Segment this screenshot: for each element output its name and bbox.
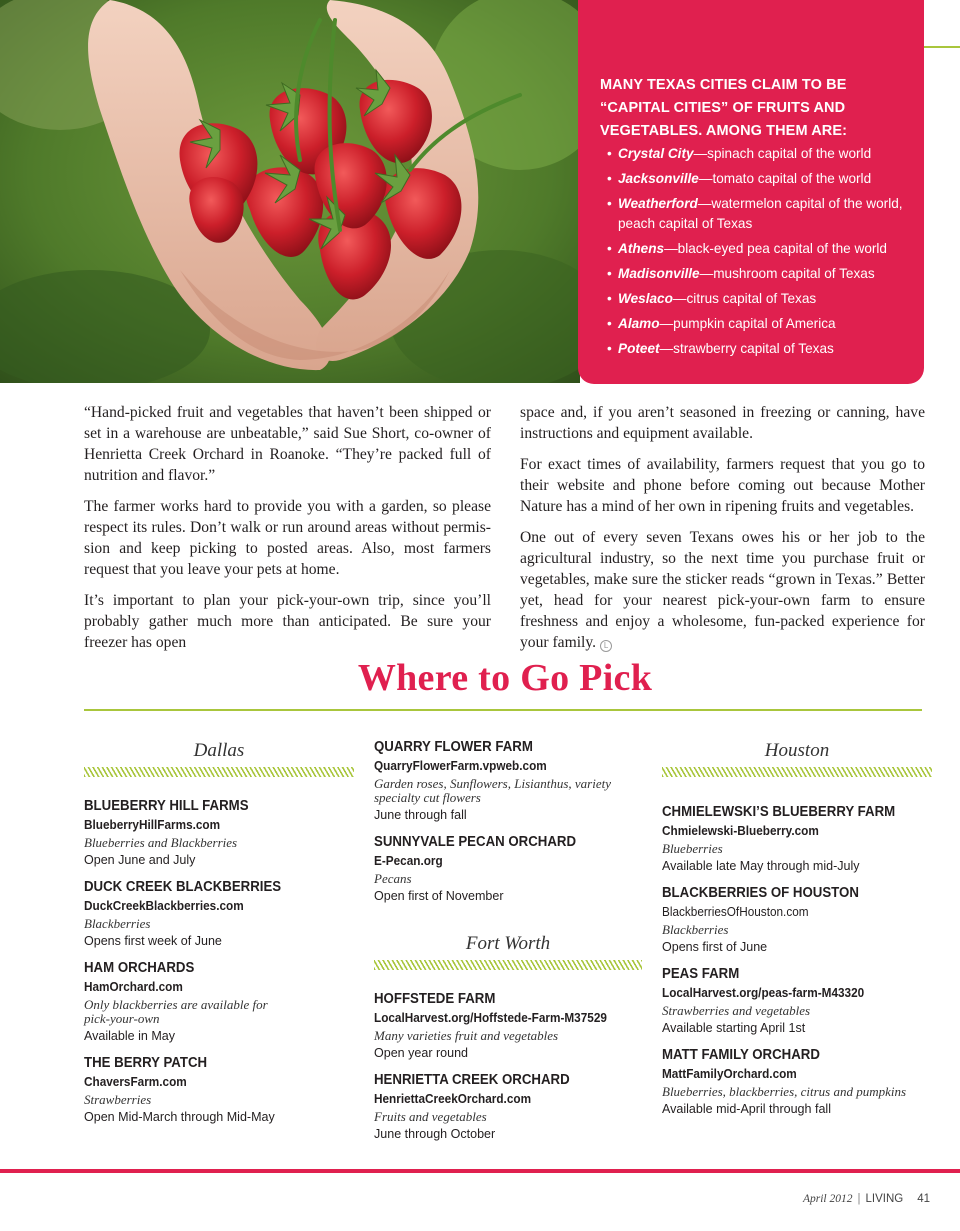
city-desc: —spinach capital of the world xyxy=(693,146,872,161)
farm-url[interactable]: ChaversFarm.com xyxy=(84,1074,187,1089)
section-title: Where to Go Pick xyxy=(357,657,653,699)
bullet-icon: • xyxy=(607,146,612,161)
end-mark-icon: L xyxy=(600,640,612,652)
page-footer xyxy=(803,1193,930,1205)
footer-rule xyxy=(0,1169,960,1173)
farm-availability: Available mid-April through fall xyxy=(662,1101,831,1116)
city-name: Crystal City xyxy=(618,146,694,161)
bullet-icon: • xyxy=(607,171,612,186)
farm-url[interactable]: BlueberryHillFarms.com xyxy=(84,817,221,832)
region-hatch-divider xyxy=(662,767,932,777)
farm-name: SUNNYVALE PECAN ORCHARD xyxy=(374,834,577,850)
article-paragraph-text: One out of every seven Texans owes his or her job to the agricultural industry, so the next time you purchase fruit or vegetables, make sure the sticker reads “grown in Texas.” Better yet, head for your nearest pick-your-own farm to ensure freshness and enjoy a wholesome, fun-packed experience for your family. xyxy=(520,529,925,651)
farm-availability: June through October xyxy=(374,1126,496,1141)
farm-name: BLUEBERRY HILL FARMS xyxy=(84,798,249,814)
farm-crop: Many varieties fruit and vegetables xyxy=(374,1028,559,1043)
article-paragraph: For exact times of availability, farmers request that you go to their website and phone before coming out because Mother Nature has a mind of her own in ripening fruits and vegetables. xyxy=(520,456,925,515)
farm-crop: Blueberries xyxy=(662,841,723,856)
farm-crop: Blueberries and Blackberries xyxy=(84,835,238,850)
list-item xyxy=(607,169,904,189)
farm-crop: Pecans xyxy=(374,871,412,886)
farm-name: QUARRY FLOWER FARM xyxy=(374,739,533,755)
article-paragraph: The farmer works hard to provide you with a garden, so please respect its rules. Don’t walk or run around areas without permission and keep picking to posted areas. Also, most farmers request that you leave your pets at home. xyxy=(84,498,491,578)
corner-accent-rule xyxy=(924,46,960,48)
region-heading-dallas: Dallas xyxy=(193,740,245,761)
farm-url[interactable]: BlackberriesOfHouston.com xyxy=(662,904,809,919)
page-number: 41 xyxy=(917,1193,930,1205)
farm-listing xyxy=(84,1054,354,1126)
farm-name: DUCK CREEK BLACKBERRIES xyxy=(84,879,282,895)
farm-listing xyxy=(662,884,932,956)
farm-crop: Strawberries and vegetables xyxy=(662,1003,811,1018)
city-desc: —black-eyed pea capital of the world xyxy=(664,241,887,256)
listing-column-houston xyxy=(662,738,932,1127)
issue-date: April 2012 xyxy=(802,1193,853,1205)
listing-column-middle xyxy=(374,738,642,1152)
sidebar-heading: MANY TEXAS CITIES CLAIM TO BE “CAPITAL CITIES” OF FRUITS AND VEGETABLES. AMONG THEM ARE: xyxy=(600,77,848,139)
list-item xyxy=(607,339,904,359)
capital-cities-sidebar xyxy=(578,0,924,384)
article-paragraph: space and, if you aren’t seasoned in freezing or canning, have instructions and equipment available. xyxy=(520,404,925,442)
city-desc: —tomato capital of the world xyxy=(698,171,872,186)
farm-listing xyxy=(374,738,642,824)
farm-name: HAM ORCHARDS xyxy=(84,960,195,976)
farm-name: BLACKBERRIES OF HOUSTON xyxy=(662,885,859,901)
farm-name: HOFFSTEDE FARM xyxy=(374,991,496,1007)
farm-availability: Opens first week of June xyxy=(84,933,222,948)
farm-crop: Blackberries xyxy=(84,916,151,931)
listing-column-dallas xyxy=(84,738,354,1135)
farm-listing xyxy=(84,878,354,950)
capital-cities-list xyxy=(600,144,904,359)
farm-crop: Strawberries xyxy=(84,1092,152,1107)
bullet-icon: • xyxy=(607,341,612,356)
farm-name: CHMIELEWSKI’S BLUEBERRY FARM xyxy=(662,804,896,820)
farm-availability: June through fall xyxy=(374,807,467,822)
bullet-icon: • xyxy=(607,241,612,256)
farm-url[interactable]: LocalHarvest.org/peas-farm-M43320 xyxy=(662,985,865,1000)
bullet-icon: • xyxy=(607,266,612,281)
list-item xyxy=(607,239,904,259)
list-item xyxy=(607,194,904,234)
farm-url[interactable]: MattFamilyOrchard.com xyxy=(662,1066,797,1081)
city-name: Poteet xyxy=(618,341,660,356)
region-heading-houston: Houston xyxy=(764,740,830,761)
strawberries-photo xyxy=(0,0,580,383)
bullet-icon: • xyxy=(607,291,612,306)
farm-name: MATT FAMILY ORCHARD xyxy=(662,1047,820,1063)
farm-availability: Available in May xyxy=(84,1028,176,1043)
farm-availability: Open Mid-March through Mid-May xyxy=(84,1109,275,1124)
farm-url[interactable]: DuckCreekBlackberries.com xyxy=(84,898,244,913)
article-column-2 xyxy=(520,402,925,663)
city-name: Madisonville xyxy=(618,266,700,281)
farm-url[interactable]: HamOrchard.com xyxy=(84,979,183,994)
list-item xyxy=(607,314,904,334)
footer-separator: | xyxy=(857,1193,861,1205)
list-item xyxy=(607,144,904,164)
city-name: Jacksonville xyxy=(618,171,699,186)
farm-listing xyxy=(374,1071,642,1143)
city-desc: —citrus capital of Texas xyxy=(672,291,817,306)
farm-listing xyxy=(84,959,354,1045)
farm-availability: Available starting April 1st xyxy=(662,1020,806,1035)
farm-listing xyxy=(84,797,354,869)
region-hatch-divider xyxy=(84,767,354,777)
farm-availability: Open first of November xyxy=(374,888,504,903)
farm-availability: Open year round xyxy=(374,1045,469,1060)
farm-listing xyxy=(662,1046,932,1118)
region-hatch-divider xyxy=(374,960,642,970)
farm-crop: Only blackberries are available for pick-your-own xyxy=(84,997,268,1026)
farm-listing xyxy=(374,990,642,1062)
farm-crop: Blackberries xyxy=(662,922,729,937)
farm-name: PEAS FARM xyxy=(662,966,740,982)
section-divider xyxy=(84,709,922,711)
farm-listing xyxy=(662,965,932,1037)
city-name: Alamo xyxy=(618,316,660,331)
bullet-icon: • xyxy=(607,316,612,331)
farm-listing xyxy=(662,803,932,875)
list-item xyxy=(607,264,904,284)
city-desc: —strawberry capital of Texas xyxy=(659,341,834,356)
hands-holding-strawberries-image xyxy=(0,0,580,383)
article-paragraph: “Hand-picked fruit and vegetables that haven’t been shipped or set in a warehouse are unbeatable,” said Sue Short, co-owner of Henrietta Creek Orchard in Roanoke. “They’re packed full of nutrition and flavor.” xyxy=(84,404,491,484)
farm-listing xyxy=(374,833,642,905)
farm-crop: Fruits and vegetables xyxy=(374,1109,487,1124)
city-desc: —mushroom capital of Texas xyxy=(699,266,875,281)
city-name: Weatherford xyxy=(618,196,698,211)
city-name: Athens xyxy=(618,241,665,256)
farm-url[interactable]: Chmielewski-Blueberry.com xyxy=(662,823,819,838)
farm-availability: Opens first of June xyxy=(662,939,768,954)
farm-url[interactable]: E-Pecan.org xyxy=(374,853,443,868)
article-column-1 xyxy=(84,402,491,663)
article-paragraph xyxy=(520,527,925,653)
city-name: Weslaco xyxy=(618,291,673,306)
list-item xyxy=(607,289,904,309)
article-paragraph: It’s important to plan your pick-your-own trip, since you’ll probably gather much more than anticipated. Be sure your freezer has open xyxy=(84,592,491,651)
farm-name: HENRIETTA CREEK ORCHARD xyxy=(374,1072,570,1088)
city-desc: —watermelon capital of the world, peach capital of Texas xyxy=(618,196,903,231)
farm-crop: Garden roses, Sunflowers, Lisianthus, variety specialty cut flowers xyxy=(374,776,612,805)
region-heading-fort-worth: Fort Worth xyxy=(465,933,551,954)
city-desc: —pumpkin capital of America xyxy=(659,316,836,331)
bullet-icon: • xyxy=(607,196,612,211)
farm-availability: Open June and July xyxy=(84,852,196,867)
farm-availability: Available late May through mid-July xyxy=(662,858,860,873)
magazine-section: LIVING xyxy=(865,1193,904,1205)
farm-crop: Blueberries, blackberries, citrus and pumpkins xyxy=(662,1084,907,1099)
farm-url[interactable]: LocalHarvest.org/Hoffstede-Farm-M37529 xyxy=(374,1010,607,1025)
farm-url[interactable]: QuarryFlowerFarm.vpweb.com xyxy=(374,758,547,773)
farm-url[interactable]: HenriettaCreekOrchard.com xyxy=(374,1091,532,1106)
farm-name: THE BERRY PATCH xyxy=(84,1055,208,1071)
